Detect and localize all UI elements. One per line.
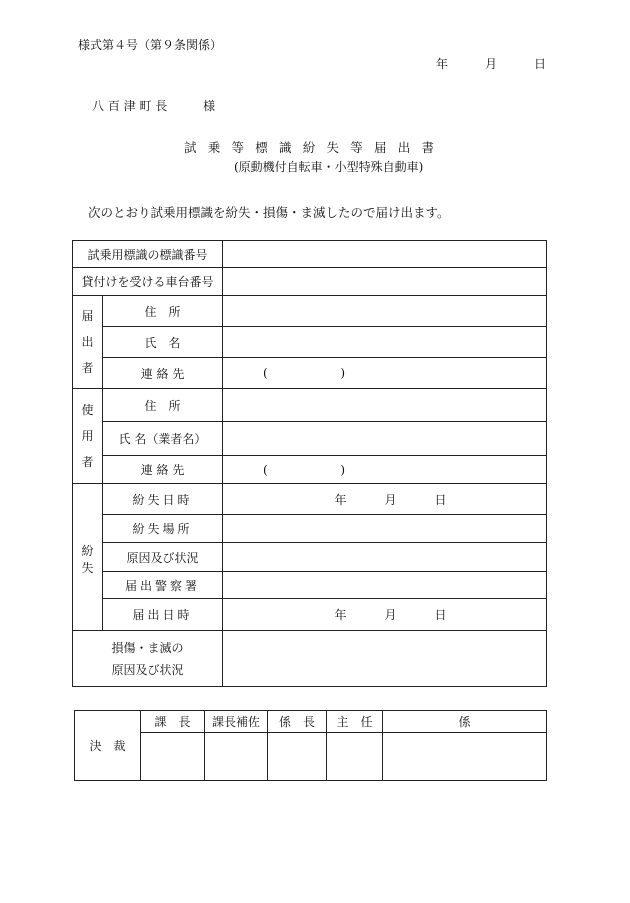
notifier-char-1: 届 — [81, 309, 94, 323]
chassis-number-label: 貸付けを受ける車台番号 — [73, 268, 223, 296]
notifier-paren-close: ) — [340, 366, 346, 380]
document-title: 試乗等標識紛失等届出書 — [184, 140, 446, 155]
user-paren-open: ( — [263, 462, 268, 477]
notifier-char-2: 出 — [81, 335, 94, 349]
chassis-number-field[interactable] — [223, 268, 547, 296]
damage-cause-line-2: 原因及び状況 — [111, 662, 184, 677]
notifier-char-3: 者 — [81, 361, 94, 375]
report-datetime-field[interactable] — [223, 599, 547, 631]
loss-place-label: 紛失場所 — [103, 515, 223, 543]
user-address-field[interactable] — [223, 389, 547, 422]
approval-label: 決 裁 — [75, 711, 141, 781]
user-name-field[interactable] — [223, 422, 547, 456]
user-contact-field[interactable] — [223, 456, 547, 484]
notifier-name-field[interactable] — [223, 327, 547, 358]
loss-datetime-label: 紛失日時 — [103, 484, 223, 515]
plate-number-field[interactable] — [223, 241, 547, 268]
addressee — [92, 97, 215, 114]
damage-cause-field[interactable] — [223, 631, 547, 687]
user-group-label — [73, 389, 103, 484]
loss-char-2: 失 — [81, 561, 94, 575]
report-datetime-label: 届出日時 — [103, 599, 223, 631]
user-char-1: 使 — [81, 403, 94, 417]
loss-cause-label: 原因及び状況 — [103, 543, 223, 572]
plate-number-label: 試乗用標識の標識番号 — [73, 241, 223, 268]
loss-place-field[interactable] — [223, 515, 547, 543]
approval-col-deputy-chief: 課長補佐 — [205, 711, 268, 733]
damage-cause-label — [73, 631, 223, 687]
user-paren-close: ) — [340, 462, 346, 477]
police-station-label: 届出警察署 — [103, 572, 223, 599]
damage-cause-line-1: 損傷・ま滅の — [111, 640, 184, 655]
date-day-label: 日 — [533, 57, 546, 71]
addressee-name: 八 百 津 町 長 — [92, 99, 168, 113]
notifier-name-label: 氏 名 — [103, 327, 223, 358]
addressee-honorific: 様 — [203, 99, 216, 113]
notifier-address-field[interactable] — [223, 296, 547, 327]
approval-col-section-chief: 課 長 — [141, 711, 205, 733]
report-day-label: 日 — [434, 608, 447, 622]
approval-col-subsection-chief: 係 長 — [268, 711, 327, 733]
notification-form-table — [72, 240, 547, 687]
approval-stamp-supervisor[interactable] — [327, 733, 383, 781]
form-number: 様式第４号（第９条関係） — [78, 38, 223, 52]
approval-stamp-section-chief[interactable] — [141, 733, 205, 781]
notifier-contact-field[interactable] — [223, 358, 547, 389]
loss-day-label: 日 — [434, 492, 447, 507]
loss-year-label: 年 — [334, 492, 347, 507]
user-char-2: 用 — [81, 429, 94, 443]
notifier-address-label: 住 所 — [103, 296, 223, 327]
approval-stamp-subsection-chief[interactable] — [268, 733, 327, 781]
report-month-label: 月 — [384, 608, 397, 622]
approval-stamp-deputy-chief[interactable] — [205, 733, 268, 781]
approval-col-supervisor: 主 任 — [327, 711, 383, 733]
submission-date — [436, 55, 546, 72]
police-station-field[interactable] — [223, 572, 547, 599]
notifier-group-label — [73, 296, 103, 389]
user-contact-label: 連 絡 先 — [103, 456, 223, 484]
notifier-contact-label: 連 絡 先 — [103, 358, 223, 389]
user-name-label: 氏 名（業者名） — [103, 422, 223, 456]
approval-stamp-staff[interactable] — [383, 733, 547, 781]
approval-col-staff: 係 — [383, 711, 547, 733]
loss-char-1: 紛 — [81, 544, 94, 558]
date-year-label: 年 — [436, 57, 449, 71]
loss-group-label — [73, 484, 103, 631]
user-char-3: 者 — [81, 455, 94, 469]
loss-datetime-field[interactable] — [223, 484, 547, 515]
approval-table — [74, 710, 547, 781]
user-address-label: 住 所 — [103, 389, 223, 422]
notifier-paren-open: ( — [263, 366, 268, 380]
loss-month-label: 月 — [384, 492, 397, 507]
intro-text: 次のとおり試乗用標識を紛失・損傷・ま滅したので届け出ます。 — [88, 205, 450, 220]
date-month-label: 月 — [484, 57, 497, 71]
loss-cause-field[interactable] — [223, 543, 547, 572]
document-subtitle: (原動機付自転車・小型特殊自動車) — [234, 160, 424, 174]
report-year-label: 年 — [334, 608, 347, 622]
